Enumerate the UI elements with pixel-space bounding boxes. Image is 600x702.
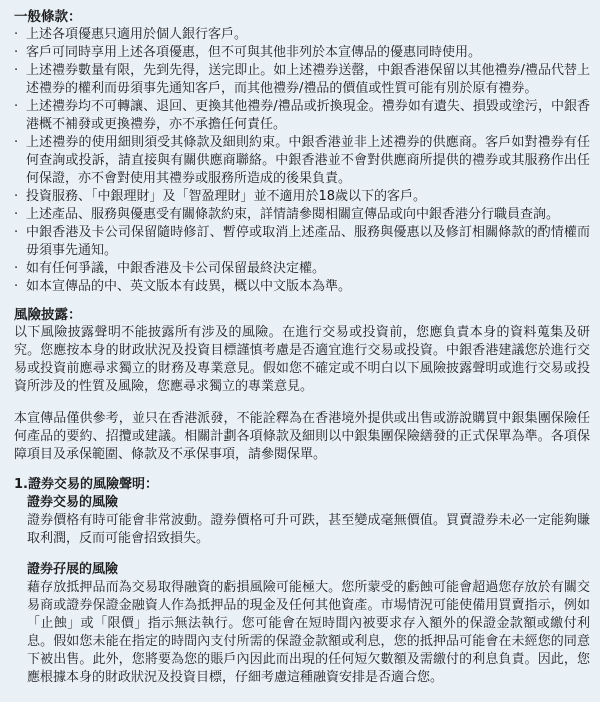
paragraph: 本宣傳品僅供參考，並只在香港派發，不能詮釋為在香港境外提供或出售或游說購買中銀集團保險任何產品的要約、招攬或建議。相關計劃各項條款及細則以中銀集團保險繕發的正式保單為準。各項保障項目及承保範圍、條款及不承保事項，請參閱保單。 bbox=[14, 411, 590, 462]
general-terms-heading: 一般條款： bbox=[14, 9, 82, 25]
section-number: 1. bbox=[14, 477, 28, 492]
bullet-text: 如本宣傳品的中、英文版本有歧異，概以中文版本為準。 bbox=[26, 279, 352, 294]
bullet-text: 上述各項優惠只適用於個人銀行客戶。 bbox=[26, 27, 248, 42]
securities-risk-heading: 證券交易的風險聲明： bbox=[27, 477, 158, 492]
risk-disclosure-section bbox=[14, 306, 590, 464]
bullet-dot-icon: · bbox=[14, 63, 19, 78]
bullet-item bbox=[14, 26, 590, 44]
securities-risk-section bbox=[14, 476, 590, 687]
bullet-dot-icon: · bbox=[14, 27, 19, 42]
margin-trading-risk-text: 藉存放抵押品而為交易取得融資的虧損風險可能極大。您所蒙受的虧蝕可能會超過您存放於有關交易商或證券保證金融資人作為抵押品的現金及任何其他資產。市場情況可能使備用買賣指示，例如「止蝕」或「限價」指示無法執行。您可能會在短時間內被要求存入額外的保證金款額或繳付利息。假如您未能在指定的時間內支付所需的保證金款額或利息，您的抵押品可能會在未經您的同意下被出售。此外，您將要為您的賬戶內因此而出現的任何短欠數額及需繳付的利息負責。因此，您應根據本身的財政狀況及投資目標，仔細考慮這種融資安排是否適合您。 bbox=[27, 580, 590, 685]
bullet-dot-icon: · bbox=[14, 261, 19, 276]
bullet-item bbox=[14, 278, 590, 296]
bullet-text: 上述禮券的使用細則須受其條款及細則約束。中銀香港並非上述禮券的供應商。客戶如對禮券有任何查詢或投訴，請直接與有關供應商聯絡。中銀香港並不會對供應商所提供的禮券或其服務作出任何保證，亦不會對使用其禮券或服務所造成的後果負責。 bbox=[26, 135, 590, 186]
bullet-item bbox=[14, 98, 590, 134]
securities-trading-risk-text: 證券價格有時可能會非常波動。證券價格可升可跌，甚至變成毫無價值。買賣證券未必一定能夠賺取利潤，反而可能會招致損失。 bbox=[27, 513, 590, 546]
bullet-text: 如有任何爭議，中銀香港及卡公司保留最終決定權。 bbox=[26, 261, 326, 276]
bullet-dot-icon: · bbox=[14, 225, 19, 240]
bullet-item bbox=[14, 134, 590, 188]
bullet-text: 上述禮券均不可轉讓、退回、更換其他禮券/禮品或折換現金。禮券如有遺失、損毀或塗污，中銀香港概不補發或更換禮券，亦不承擔任何責任。 bbox=[26, 99, 590, 132]
general-terms-bullet-list bbox=[14, 26, 590, 296]
bullet-dot-icon: · bbox=[14, 99, 19, 114]
bullet-dot-icon: · bbox=[14, 207, 19, 222]
margin-trading-risk-subsection bbox=[27, 561, 590, 687]
bullet-text: 中銀香港及卡公司保留隨時修訂、暫停或取消上述產品、服務與優惠以及修訂相關條款的酌情權而毋須事先通知。 bbox=[26, 225, 590, 258]
bullet-text: 客戶可同時享用上述各項優惠，但不可與其他非列於本宣傳品的優惠同時使用。 bbox=[26, 45, 482, 60]
bullet-item bbox=[14, 62, 590, 98]
bullet-dot-icon: · bbox=[14, 279, 19, 294]
securities-risk-body bbox=[14, 494, 590, 687]
general-terms-section bbox=[14, 8, 590, 296]
bullet-item bbox=[14, 44, 590, 62]
bullet-dot-icon: · bbox=[14, 135, 19, 150]
bullet-item bbox=[14, 260, 590, 278]
securities-trading-risk-subheading: 證券交易的風險 bbox=[27, 495, 119, 510]
risk-disclosure-heading: 風險披露： bbox=[14, 307, 82, 323]
bullet-dot-icon: · bbox=[14, 189, 19, 204]
margin-trading-risk-subheading: 證券孖展的風險 bbox=[27, 562, 119, 577]
bullet-text: 投資服務、「中銀理財」及「智盈理財」並不適用於18歲以下的客戶。 bbox=[26, 189, 427, 204]
securities-risk-numbered-heading bbox=[14, 476, 590, 494]
paragraph: 以下風險披露聲明不能披露所有涉及的風險。在進行交易或投資前，您應負責本身的資料蒐集及研究。您應按本身的財政狀況及投資目標謹慎考慮是否適宜進行交易或投資。中銀香港建議您於進行交易或投資前應尋求獨立的財務及專業意見。假如您不確定或不明白以下風險披露聲明或進行交易或投資所涉及的性質及風險，您應尋求獨立的專業意見。 bbox=[14, 325, 590, 394]
bullet-dot-icon: · bbox=[14, 45, 19, 60]
risk-disclosure-paragraphs bbox=[14, 324, 590, 464]
bullet-item bbox=[14, 224, 590, 260]
bullet-text: 上述產品、服務與優惠受有關條款約束，詳情請參閱相關宣傳品或向中銀香港分行職員查詢。 bbox=[26, 207, 560, 222]
bullet-item bbox=[14, 188, 590, 206]
securities-trading-risk-subsection bbox=[27, 494, 590, 548]
bullet-text: 上述禮券數量有限，先到先得，送完即止。如上述禮券送罄，中銀香港保留以其他禮券/禮品代替上述禮券的權利而毋須事先通知客戶，而其他禮券/禮品的價值或性質可能有別於原有禮券。 bbox=[26, 63, 590, 96]
bullet-item bbox=[14, 206, 590, 224]
